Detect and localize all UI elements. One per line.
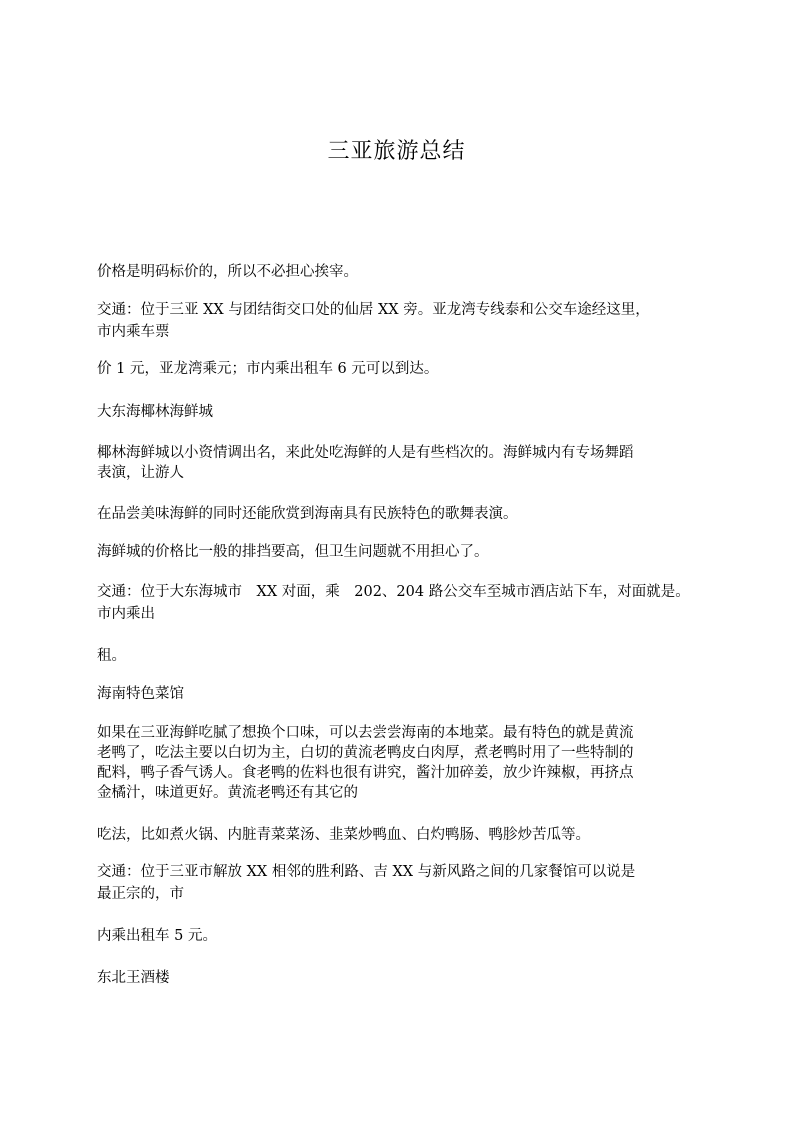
text-line: 海鲜城的价格比一般的排挡要高，但卫生问题就不用担心了。 (97, 544, 489, 560)
text-line: 椰林海鲜城以小资情调出名，来此处吃海鲜的人是有些档次的。海鲜城内有专场舞蹈 (97, 445, 634, 461)
text-line: 金橘汁，味道更好。黄流老鸭还有其它的 (97, 785, 358, 801)
paragraph-transport-3 (97, 862, 707, 904)
paragraph-taxi-2 (97, 646, 707, 666)
paragraph-yelin-intro (97, 443, 707, 483)
text-line: 如果在三亚海鲜吃腻了想换个口味，可以去尝尝海南的本地菜。最有特色的就是黄流 (97, 725, 634, 741)
text-line: 价格是明码标价的，所以不必担心挨宰。 (97, 264, 358, 280)
paragraph-transport-1 (97, 300, 707, 342)
document-title: 三亚旅游总结 (327, 139, 466, 164)
text-line: 内乘出租车 5 元。 (97, 928, 217, 944)
text-line: 交通：位于三亚 XX 与团结街交口处的仙居 XX 旁。亚龙湾专线泰和公交车途经这里， (97, 302, 650, 318)
text-line: 老鸭了，吃法主要以白切为主，白切的黄流老鸭皮白肉厚，煮老鸭时用了一些特制的 (97, 745, 634, 761)
paragraph-yelin-price (97, 542, 707, 562)
text-line: 在品尝美味海鲜的同时还能欣赏到海南具有民族特色的歌舞表演。 (97, 506, 518, 522)
paragraph-yelin-show (97, 504, 707, 524)
text-line: 表演，让游人 (97, 465, 184, 481)
text-line: 交通：位于大东海城市 XX 对面，乘 202、204 路公交车至城市酒店站下车，对面就是。 (97, 584, 690, 600)
paragraph-duck-dishes (97, 825, 707, 845)
paragraph-huangliu-duck (97, 723, 707, 803)
text-line: 租。 (97, 648, 126, 664)
paragraph-fare-1 (97, 359, 707, 379)
section-heading-dongbeiwang (97, 968, 707, 988)
text-line: 交通：位于三亚市解放 XX 相邻的胜利路、吉 XX 与新风路之间的几家餐馆可以说是 (97, 864, 636, 880)
text-line: 东北王酒楼 (97, 970, 170, 986)
text-line: 配料，鸭子香气诱人。食老鸭的佐料也很有讲究，酱汁加碎姜，放少许辣椒，再挤点 (97, 765, 634, 781)
paragraph-transport-2 (97, 582, 707, 624)
text-line: 市内乘车票 (97, 324, 170, 340)
text-line: 吃法，比如煮火锅、内脏青菜菜汤、韭菜炒鸭血、白灼鸭肠、鸭胗炒苦瓜等。 (97, 827, 590, 843)
text-line: 海南特色菜馆 (97, 686, 184, 702)
paragraph-price-note (97, 262, 707, 282)
text-line: 价 1 元，亚龙湾乘元；市内乘出租车 6 元可以到达。 (97, 361, 439, 377)
paragraph-taxi-3 (97, 926, 707, 946)
text-line: 大东海椰林海鲜城 (97, 404, 213, 420)
text-line: 最正宗的，市 (97, 886, 184, 902)
section-heading-dadonghai (97, 402, 707, 422)
text-line: 市内乘出 (97, 606, 155, 622)
section-heading-hainan-cuisine (97, 684, 707, 704)
